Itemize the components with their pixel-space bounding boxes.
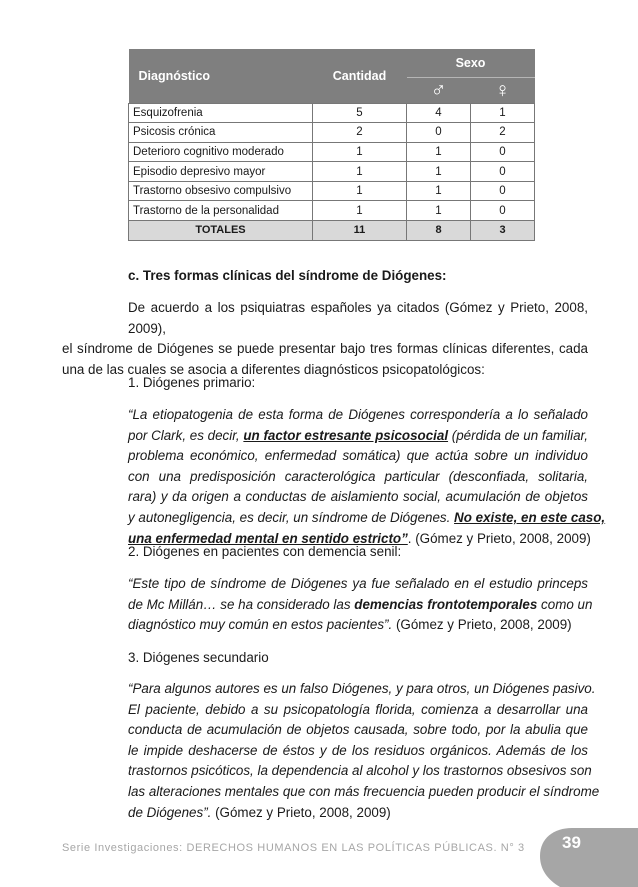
male-symbol-icon: ♂ bbox=[407, 77, 471, 103]
form-title-primario: 1. Diógenes primario: bbox=[128, 375, 256, 390]
cell-female: 0 bbox=[471, 181, 535, 201]
cell-female: 1 bbox=[471, 103, 535, 123]
table-row bbox=[129, 123, 535, 143]
cell-diagnosis: Deterioro cognitivo moderado bbox=[129, 142, 313, 162]
quote-line: “Este tipo de síndrome de Diógenes ya fue señalado en el estudio princeps bbox=[128, 576, 588, 591]
cell-quantity: 2 bbox=[313, 123, 407, 143]
cell-diagnosis: Trastorno de la personalidad bbox=[129, 201, 313, 221]
quote-line: conducta de acumulación de objetos causada, sobre todo, por la abulia que bbox=[128, 722, 588, 738]
cell-female: 0 bbox=[471, 201, 535, 221]
quote-line: las alteraciones mentales que con más frecuencia pueden producir el síndrome bbox=[128, 783, 600, 799]
cell-quantity: 1 bbox=[313, 162, 407, 182]
cell-female: 0 bbox=[471, 162, 535, 182]
cell-male: 0 bbox=[407, 123, 471, 143]
totals-quantity: 11 bbox=[313, 221, 407, 241]
quote-emphasis: una enfermedad mental en sentido estricto” bbox=[128, 530, 408, 546]
header-diagnostico: Diagnóstico bbox=[129, 49, 313, 103]
intro-line: De acuerdo a los psiquiatras españoles ya citados (Gómez y Prieto, 2008, 2009), bbox=[128, 300, 588, 336]
table-row bbox=[129, 162, 535, 182]
intro-line: el síndrome de Diógenes se puede presentar bajo tres formas clínicas diferentes, cada bbox=[62, 341, 588, 357]
page-number: 39 bbox=[562, 833, 581, 852]
totals-female: 3 bbox=[471, 221, 535, 241]
cell-quantity: 5 bbox=[313, 103, 407, 123]
cell-male: 1 bbox=[407, 181, 471, 201]
cell-male: 1 bbox=[407, 162, 471, 182]
table-row bbox=[129, 142, 535, 162]
totals-label: TOTALES bbox=[129, 221, 313, 241]
quote-citation: . (Gómez y Prieto, 2008, 2009) bbox=[407, 530, 591, 546]
intro-line: una de las cuales se asocia a diferentes diagnósticos psicopatológicos: bbox=[62, 361, 485, 377]
quote-line bbox=[128, 615, 588, 636]
table-row bbox=[129, 201, 535, 221]
quote-demencia bbox=[128, 574, 593, 636]
cell-female: 2 bbox=[471, 123, 535, 143]
quote-primario bbox=[128, 405, 606, 549]
totals-row bbox=[129, 221, 535, 241]
quote-line: trastornos psicóticos, la dependencia al alcohol y los trastornos obsesivos son bbox=[128, 763, 592, 779]
quote-line bbox=[128, 508, 606, 529]
header-cantidad: Cantidad bbox=[313, 49, 407, 103]
section-heading: c. Tres formas clínicas del síndrome de Diógenes: bbox=[128, 268, 447, 283]
cell-quantity: 1 bbox=[313, 201, 407, 221]
quote-emphasis: No existe, en este caso, bbox=[454, 509, 606, 525]
cell-diagnosis: Episodio depresivo mayor bbox=[129, 162, 313, 182]
cell-male: 1 bbox=[407, 201, 471, 221]
quote-emphasis: demencias frontotemporales bbox=[354, 596, 538, 612]
cell-quantity: 1 bbox=[313, 181, 407, 201]
cell-diagnosis: Trastorno obsesivo compulsivo bbox=[129, 181, 313, 201]
cell-male: 1 bbox=[407, 142, 471, 162]
quote-line: con una predisposición caracterológica particular (desconfiada, solitaria, bbox=[128, 468, 588, 484]
quote-emphasis: un factor estresante psicosocial bbox=[243, 427, 449, 443]
page-number-tab bbox=[540, 828, 638, 887]
footer-series: Serie Investigaciones: DERECHOS HUMANOS EN LAS POLÍTICAS PÚBLICAS. N° 3 bbox=[62, 842, 525, 854]
quote-line bbox=[128, 803, 588, 824]
quote-text: de Diógenes”. bbox=[128, 804, 212, 820]
table-row bbox=[129, 181, 535, 201]
quote-text: por Clark, es decir, bbox=[128, 427, 244, 443]
female-symbol-icon: ♀ bbox=[471, 77, 535, 103]
diagnosis-table bbox=[128, 49, 535, 241]
quote-text: de Mc Millán… se ha considerado las bbox=[128, 596, 355, 612]
quote-text: como un bbox=[537, 596, 593, 612]
quote-line: problema económico, enfermedad somática) que actúa sobre un individuo bbox=[128, 448, 588, 464]
quote-secundario bbox=[128, 679, 600, 823]
quote-text: diagnóstico muy común en estos pacientes”. bbox=[128, 617, 393, 633]
quote-line: “Para algunos autores es un falso Diógenes, y para otros, un Diógenes pasivo. bbox=[128, 681, 596, 696]
form-title-demencia: 2. Diógenes en pacientes con demencia senil: bbox=[128, 544, 402, 559]
quote-line: rara) y da origen a conductas de aislamiento social, acumulación de objetos bbox=[128, 489, 588, 505]
quote-line: “La etiopatogenia de esta forma de Diógenes correspondería a lo señalado bbox=[128, 407, 588, 422]
quote-text: y autonegligencia, es decir, un síndrome de Diógenes. bbox=[128, 509, 455, 525]
cell-female: 0 bbox=[471, 142, 535, 162]
header-sexo: Sexo bbox=[407, 49, 535, 77]
quote-citation: (Gómez y Prieto, 2008, 2009) bbox=[392, 617, 572, 633]
quote-line: le impide deshacerse de éstos y de los residuos orgánicos. Además de los bbox=[128, 742, 588, 758]
quote-line bbox=[128, 426, 588, 447]
form-title-secundario: 3. Diógenes secundario bbox=[128, 650, 269, 665]
table-row bbox=[129, 103, 535, 123]
cell-male: 4 bbox=[407, 103, 471, 123]
quote-text: (pérdida de un familiar, bbox=[448, 427, 588, 443]
quote-citation: (Gómez y Prieto, 2008, 2009) bbox=[211, 804, 391, 820]
cell-quantity: 1 bbox=[313, 142, 407, 162]
cell-diagnosis: Psicosis crónica bbox=[129, 123, 313, 143]
cell-diagnosis: Esquizofrenia bbox=[129, 103, 313, 123]
totals-male: 8 bbox=[407, 221, 471, 241]
quote-line: El paciente, debido a su psicopatología florida, comienza a desarrollar una bbox=[128, 701, 588, 717]
quote-line bbox=[128, 595, 593, 616]
intro-paragraph bbox=[62, 298, 588, 380]
